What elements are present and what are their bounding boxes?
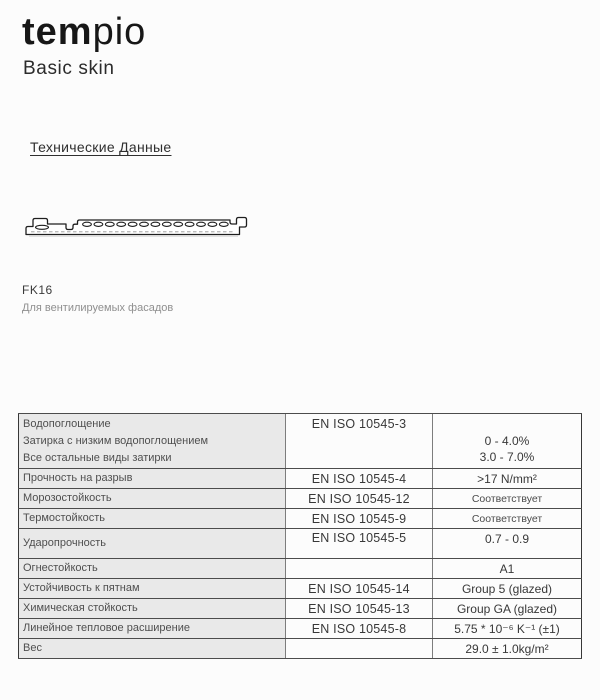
profile-left-hole [36, 225, 49, 229]
standard-cell: EN ISO 10545-3 [286, 414, 433, 469]
value-cell: 0 - 4.0% 3.0 - 7.0% [433, 414, 582, 469]
standard-cell [286, 559, 433, 579]
table-row [19, 489, 582, 509]
product-name: Basic skin [23, 58, 115, 79]
product-code: FK16 [22, 283, 53, 297]
property-cell: Водопоглощение Затирка с низким водопоглощением Все остальные виды затирки [19, 414, 286, 469]
brand-logo-light-part: pio [92, 11, 147, 53]
value-cell: Соответствует [433, 509, 582, 529]
value-cell: Group GA (glazed) [433, 599, 582, 619]
table-row [19, 639, 582, 659]
property-cell: Прочность на разрыв [19, 469, 286, 489]
brand-logo-bold-part: tem [22, 11, 93, 53]
spec-table-body [19, 414, 582, 659]
property-cell: Вес [19, 639, 286, 659]
value-cell: >17 N/mm² [433, 469, 582, 489]
table-row [19, 529, 582, 559]
section-title: Технические Данные [30, 139, 172, 155]
standard-cell: EN ISO 10545-14 [286, 579, 433, 599]
value-cell: A1 [433, 559, 582, 579]
property-cell: Термостойкость [19, 509, 286, 529]
property-cell: Химическая стойкость [19, 599, 286, 619]
property-cell: Морозостойкость [19, 489, 286, 509]
table-row [19, 469, 582, 489]
brand-logo [22, 10, 146, 54]
standard-cell: EN ISO 10545-13 [286, 599, 433, 619]
table-row [19, 509, 582, 529]
profile-cross-section-drawing [19, 215, 251, 243]
standard-cell [286, 639, 433, 659]
value-cell: Соответствует [433, 489, 582, 509]
property-cell: Линейное тепловое расширение [19, 619, 286, 639]
standard-cell: EN ISO 10545-8 [286, 619, 433, 639]
value-cell: 0.7 - 0.9 [433, 529, 582, 559]
spec-table [18, 413, 582, 659]
table-row [19, 414, 582, 469]
product-description: Для вентилируемых фасадов [22, 302, 174, 314]
standard-cell: EN ISO 10545-9 [286, 509, 433, 529]
standard-cell: EN ISO 10545-5 [286, 529, 433, 559]
table-row [19, 559, 582, 579]
standard-cell: EN ISO 10545-4 [286, 469, 433, 489]
property-cell: Ударопрочность [19, 529, 286, 559]
table-row [19, 619, 582, 639]
table-row [19, 599, 582, 619]
property-cell: Огнестойкость [19, 559, 286, 579]
value-cell: 29.0 ± 1.0kg/m² [433, 639, 582, 659]
value-cell: Group 5 (glazed) [433, 579, 582, 599]
standard-cell: EN ISO 10545-12 [286, 489, 433, 509]
property-cell: Устойчивость к пятнам [19, 579, 286, 599]
value-cell: 5.75 * 10⁻⁶ K⁻¹ (±1) [433, 619, 582, 639]
table-row [19, 579, 582, 599]
